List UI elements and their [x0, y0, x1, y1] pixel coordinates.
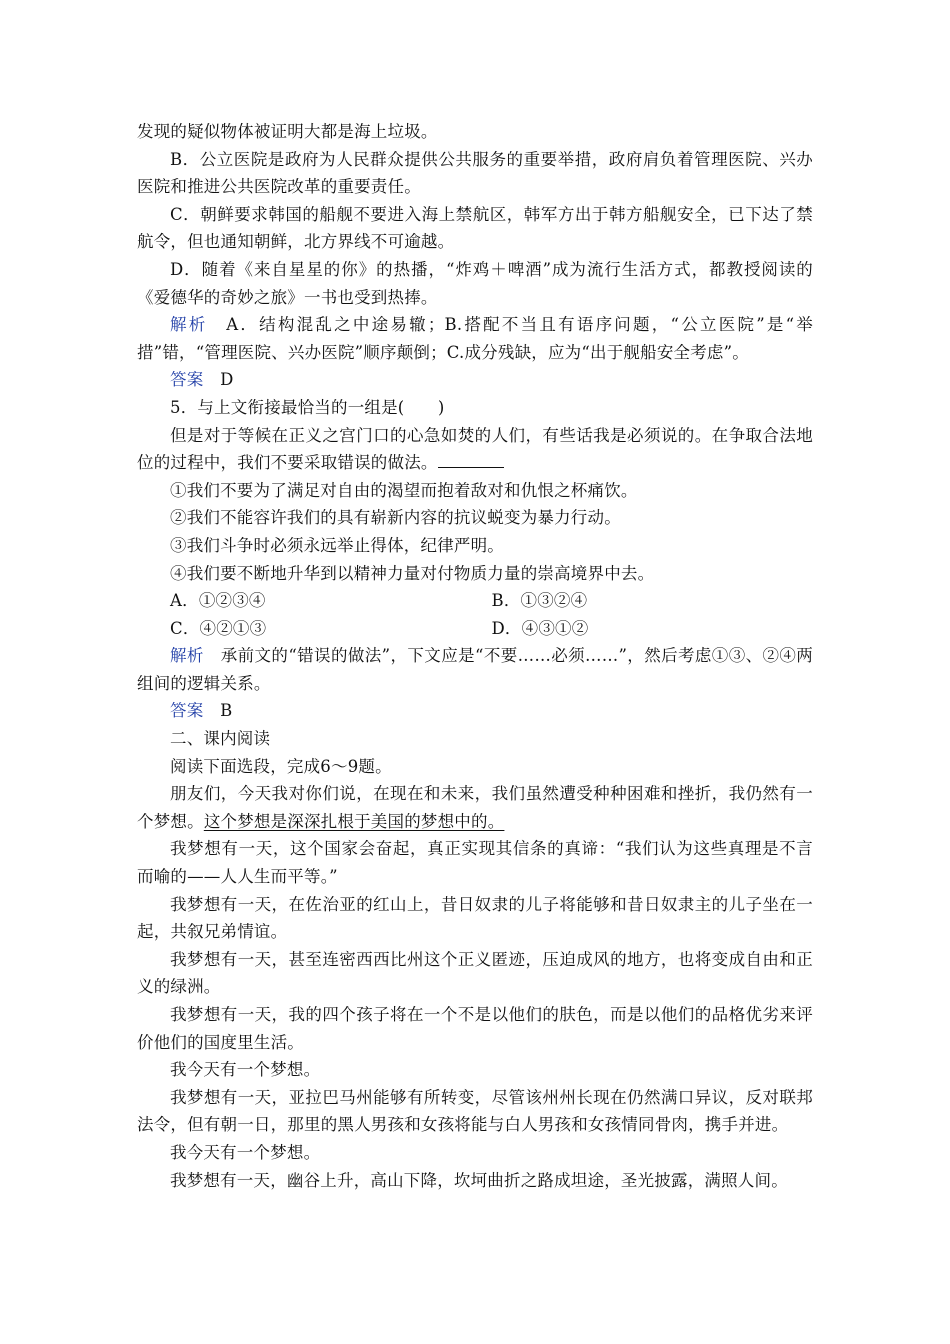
reading-paragraph: 我今天有一个梦想。: [170, 1142, 321, 1162]
option-c: C．朝鲜要求韩国的船舰不要进入海上禁航区，韩军方出于韩方船舰安全，已下达了禁航令，但也通知朝鲜，北方界线不可逾越。: [137, 204, 813, 252]
reading-paragraph: [137, 780, 813, 835]
reading-paragraph: 我梦想有一天，在佐治亚的红山上，昔日奴隶的儿子将能够和昔日奴隶主的儿子坐在一起，共叙兄弟情谊。: [137, 894, 813, 942]
answer-blank: [438, 451, 504, 468]
answer-text: D: [203, 370, 234, 390]
analysis-label: 解析: [170, 315, 208, 335]
q5-passage-text: 但是对于等候在正义之宫门口的心急如焚的人们，有些话我是必须说的。在争取合法地位的过程中，我们不要采取错误的做法。: [137, 425, 813, 473]
q5-option-b: B．①③②④: [491, 591, 588, 611]
underlined-sentence: 这个梦想是深深扎根于美国的梦想中的。: [203, 811, 505, 831]
q5-answer: [137, 697, 813, 725]
answer-label: 答案: [170, 370, 204, 390]
paragraph-text: 朋友们，今天我对你们说，在现在和未来，我们虽然遭受种种困难和挫折，我仍然有一个梦想。: [137, 784, 813, 831]
document-page: [137, 118, 813, 1194]
q4-answer: [137, 366, 813, 394]
q5-options-row-2: [137, 615, 813, 643]
reading-paragraph: 我梦想有一天，我的四个孩子将在一个不是以他们的肤色，而是以他们的品格优劣来评价他们的国度里生活。: [137, 1005, 813, 1052]
text-line-continuation: 发现的疑似物体被证明大都是海上垃圾。: [137, 122, 438, 141]
q5-analysis: [137, 642, 813, 697]
q5-item-3: ③我们斗争时必须永远举止得体，纪律严明。: [170, 535, 504, 555]
q5-item-2: ②我们不能容许我们的具有崭新内容的抗议蜕变为暴力行动。: [170, 508, 621, 528]
answer-label: 答案: [170, 701, 204, 721]
q5-options-row-1: [137, 587, 813, 615]
analysis-label: 解析: [170, 646, 204, 666]
q4-analysis: [137, 311, 813, 366]
q5-option-d: D．④③①②: [491, 618, 589, 638]
option-b: B．公立医院是政府为人民群众提供公共服务的重要举措，政府肩负着管理医院、兴办医院和推进公共医院改革的重要责任。: [137, 149, 813, 197]
reading-instructions: 阅读下面选段，完成6～9题。: [170, 756, 392, 776]
q5-item-4: ④我们要不断地升华到以精神力量对付物质力量的崇高境界中去。: [170, 563, 655, 583]
analysis-text: A．结构混乱之中途易辙；B.搭配不当且有语序问题，“公立医院”是“举措”错，“管理医院、兴办医院”顺序颠倒；C.成分残缺，应为“出于舰船安全考虑”。: [137, 315, 814, 362]
q5-stem: 5．与上文衔接最恰当的一组是( ): [170, 397, 445, 417]
answer-text: B: [203, 701, 233, 721]
reading-paragraph: 我梦想有一天，幽谷上升，高山下降，坎坷曲折之路成坦途，圣光披露，满照人间。: [170, 1170, 788, 1190]
reading-paragraph: 我梦想有一天，这个国家会奋起，真正实现其信条的真谛：“我们认为这些真理是不言而喻的——人人生而平等。”: [137, 839, 813, 887]
reading-paragraph: 我今天有一个梦想。: [170, 1060, 321, 1080]
q5-option-a: A．①②③④: [170, 591, 266, 611]
q5-item-1: ①我们不要为了满足对自由的渴望而抱着敌对和仇恨之杯痛饮。: [170, 480, 638, 500]
reading-paragraph: 我梦想有一天，亚拉巴马州能够有所转变，尽管该州州长现在仍然满口异议，反对联邦法令，但有朝一日，那里的黑人男孩和女孩将能与白人男孩和女孩情同骨肉，携手并进。: [137, 1087, 813, 1135]
option-d: D．随着《来自星星的你》的热播，“炸鸡＋啤酒”成为流行生活方式，都教授阅读的《爱德华的奇妙之旅》一书也受到热捧。: [137, 259, 813, 307]
section-heading: 二、课内阅读: [170, 729, 271, 749]
q5-option-c: C．④②①③: [170, 618, 267, 638]
analysis-text: 承前文的“错误的做法”，下文应是“不要……必须……”，然后考虑①③、②④两组间的逻辑关系。: [137, 646, 814, 693]
q5-passage: [137, 422, 813, 477]
reading-paragraph: 我梦想有一天，甚至连密西西比州这个正义匿迹，压迫成风的地方，也将变成自由和正义的绿洲。: [137, 949, 813, 997]
